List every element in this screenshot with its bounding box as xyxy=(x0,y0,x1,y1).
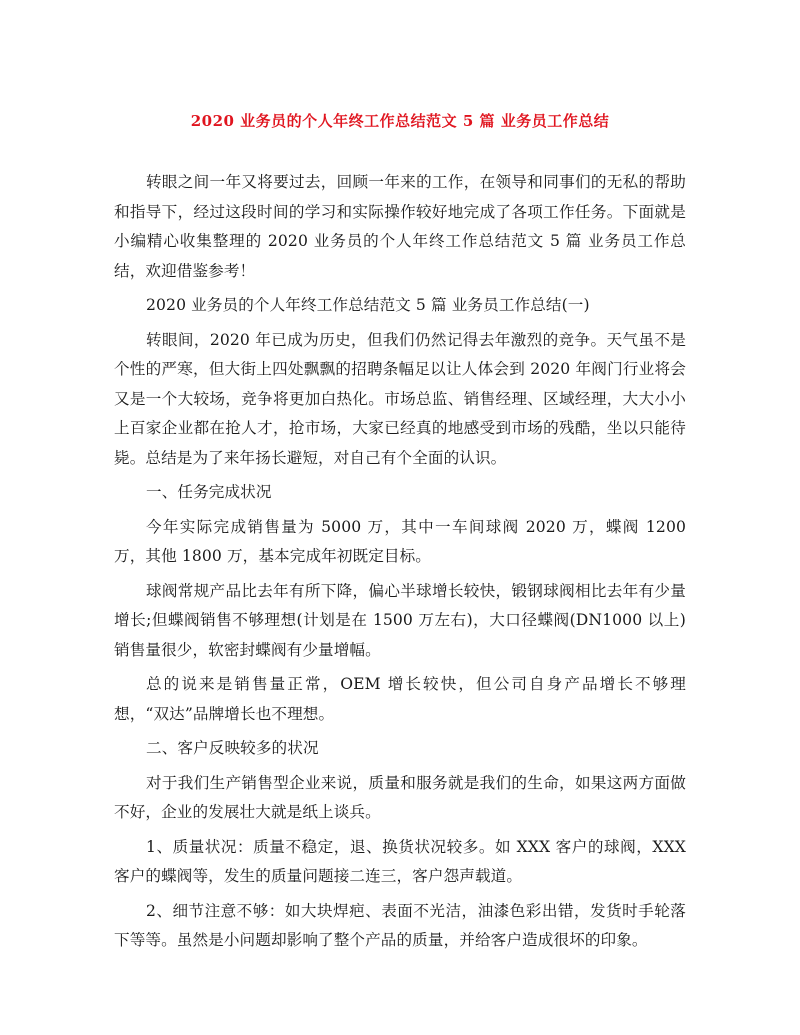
document-title: 2020 业务员的个人年终工作总结范文 5 篇 业务员工作总结 xyxy=(190,112,610,130)
paragraph-intro: 转眼之间一年又将要过去，回顾一年来的工作，在领导和同事们的无私的帮助和指导下，经过这段时间的学习和实际操作较好地完成了各项工作任务。下面就是小编精心收集整理的 2020 业务员的个人年终工作总结范文 5 篇 业务员工作总结，欢迎借鉴参考！ xyxy=(114,173,686,280)
document-body xyxy=(114,168,686,961)
paragraph-sales-total: 今年实际完成销售量为 5000 万，其中一车间球阀 2020 万，蝶阀 1200 万，其他 1800 万，基本完成年初既定目标。 xyxy=(114,517,686,565)
paragraph-task-heading: 一、任务完成状况 xyxy=(146,483,272,501)
paragraph-quality-issue: 1、质量状况：质量不稳定，退、换货状况较多。如 XXX 客户的球阀，XXX 客户的蝶阀等，发生的质量问题接二连三，客户怨声载道。 xyxy=(114,837,686,885)
paragraph-quality-service: 对于我们生产销售型企业来说，质量和服务就是我们的生命，如果这两方面做不好，企业的发展壮大就是纸上谈兵。 xyxy=(114,773,686,821)
paragraph-ball-valve: 球阀常规产品比去年有所下降，偏心半球增长较快，锻钢球阀相比去年有少量增长;但蝶阀销售不够理想(计划是在 1500 万左右)，大口径蝶阀(DN1000 以上)销售量很少，软密封蝶阀有少量增幅。 xyxy=(114,581,686,659)
paragraph-detail-issue: 2、细节注意不够：如大块焊疤、表面不光洁，油漆色彩出错，发货时手轮落下等等。虽然是小问题却影响了整个产品的质量，并给客户造成很坏的印象。 xyxy=(114,901,686,949)
paragraph-section-heading: 2020 业务员的个人年终工作总结范文 5 篇 业务员工作总结(一) xyxy=(146,296,590,314)
paragraph-customer-heading: 二、客户反映较多的状况 xyxy=(146,739,319,757)
paragraph-overview: 转眼间，2020 年已成为历史，但我们仍然记得去年激烈的竞争。天气虽不是个性的严寒，但大街上四处飘飘的招聘条幅足以让人体会到 2020 年阀门行业将会又是一个大较场，竞争将更加白热化。市场总监、销售经理、区域经理，大大小小上百家企业都在抢人才，抢市场，大家已经真的地感受到市场的残酷，坐以只能待毙。总结是为了来年扬长避短，对自己有个全面的认识。 xyxy=(114,330,686,467)
paragraph-summary: 总的说来是销售量正常，OEM 增长较快，但公司自身产品增长不够理想，“双达”品牌增长也不理想。 xyxy=(114,675,686,723)
